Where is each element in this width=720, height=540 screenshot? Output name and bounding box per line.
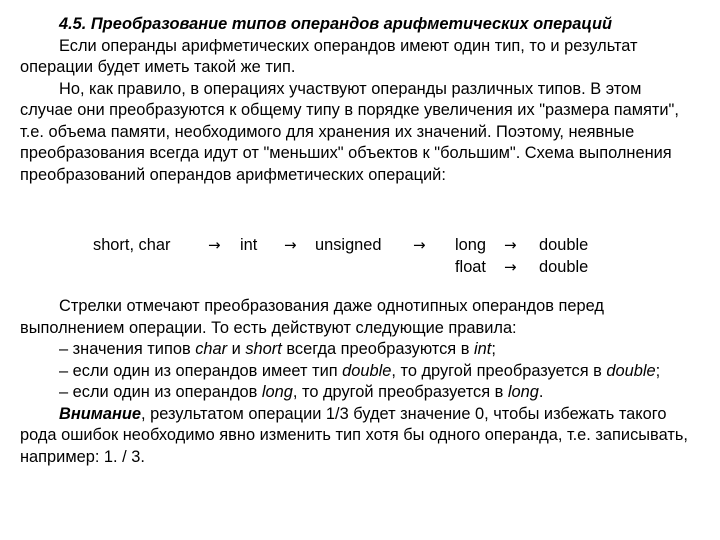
arrow-icon: → — [284, 236, 297, 254]
type-name: char — [195, 340, 228, 358]
rule-char-short — [20, 339, 692, 361]
scheme-type-double-2: double — [539, 258, 589, 276]
paragraph-same-type: Если операнды арифметических операндов имеют один тип, то и результат операции будет иметь такой же тип. — [20, 36, 638, 76]
rule-double — [20, 361, 692, 383]
paragraph-arrows-note: Стрелки отмечают преобразования даже однотипных операндов перед выполнением операции. То есть действуют следующие правила: — [20, 297, 604, 337]
rule-text: – значения типов — [59, 340, 196, 358]
attention-text: , результатом операции 1/3 будет значение 0, чтобы избежать такого рода ошибок необходимо явно изменить тип хотя бы одного операнда, т.е. записывать, например: 1. / 3. — [20, 404, 688, 466]
scheme-type-short-char: short, char — [93, 236, 171, 254]
scheme-type-long: long — [455, 236, 486, 254]
type-name: int — [474, 340, 492, 358]
type-name: double — [606, 361, 656, 380]
rule-text: . — [538, 383, 544, 401]
arrow-icon: → — [413, 236, 426, 254]
paragraph-different-types: Но, как правило, в операциях участвуют операнды различных типов. В этом случае они преобразуются к общему типу в порядке увеличения их "размера памяти", т.е. объема памяти, необходимого для хранения их значений. Поэтому, неявные преобразования всегда идут от "меньших" объектов к "большим". Схема выполнения преобразований операндов арифметических операций: — [20, 79, 679, 184]
arrow-icon: → — [504, 236, 517, 254]
rule-text: ; — [491, 340, 496, 358]
scheme-type-double: double — [539, 236, 589, 254]
scheme-type-unsigned: unsigned — [315, 236, 382, 254]
conversion-scheme — [0, 235, 720, 281]
section-heading: 4.5. Преобразование типов операндов арифметических операций — [59, 15, 612, 33]
type-name: short — [245, 340, 282, 358]
scheme-type-int: int — [240, 236, 258, 254]
attention-label: Внимание — [59, 404, 142, 423]
type-name: double — [342, 361, 392, 380]
arrow-icon: → — [208, 236, 221, 254]
type-name: long — [261, 383, 293, 401]
rule-text: , то другой преобразуется в — [292, 383, 508, 401]
rule-text: , то другой преобразуется в — [391, 361, 607, 380]
rule-long — [20, 382, 692, 404]
rule-text: – если один из операндов имеет тип — [59, 361, 343, 380]
rule-text: и — [227, 340, 246, 358]
scheme-type-float: float — [455, 258, 486, 276]
rules-section — [20, 296, 692, 468]
arrow-icon: → — [504, 258, 517, 276]
rule-text: всегда преобразуются в — [281, 340, 475, 358]
rule-text: ; — [655, 361, 661, 380]
rule-text: – если один из операндов — [59, 383, 262, 401]
type-name: long — [507, 383, 539, 401]
intro-section — [20, 14, 692, 186]
attention-note — [20, 404, 692, 469]
